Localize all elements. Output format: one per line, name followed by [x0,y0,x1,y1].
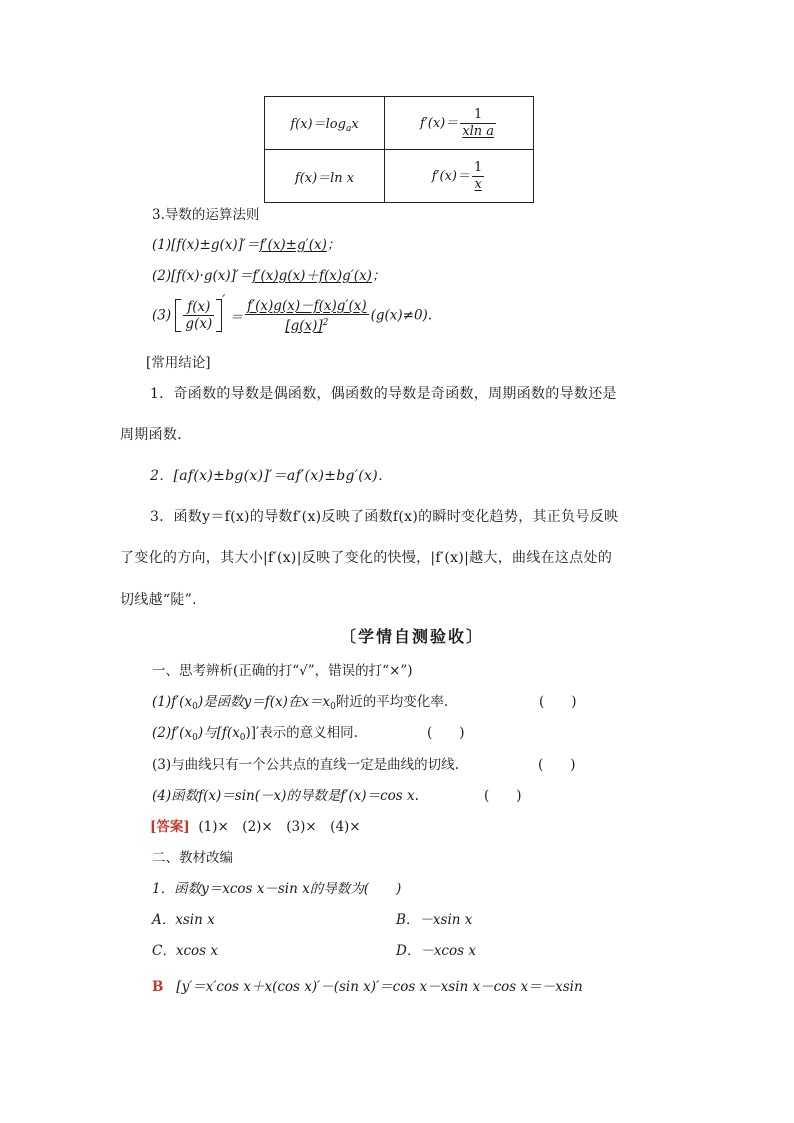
question-3: (3)与曲线只有一个公共点的直线一定是曲线的切线. [152,757,459,773]
rule-quotient-label: (3) [152,307,172,324]
rule-product-rhs: f′(x)g(x)＋f(x)g′(x) [252,268,372,284]
q3-answer-blank[interactable]: ( ) [538,757,576,773]
q1-text-c: 附近的平均变化率. [335,694,449,710]
rule-end: ； [371,268,386,284]
rule-sum [152,233,340,253]
q1-sub2: 0 [330,702,336,712]
question-1 [152,690,448,712]
rules-heading: 3.导数的运算法则 [152,207,260,223]
left-bracket-icon: 〔 [340,627,359,646]
q4-answer-blank[interactable]: ( ) [484,788,522,804]
option-d[interactable]: D．－xcos x [396,943,476,959]
answer-line [150,815,361,835]
right-bracket-icon: 〕 [466,627,485,646]
fraction [472,160,484,193]
rule-product-lhs: (2)[f(x)·g(x)]′＝ [152,268,253,284]
fraction-denominator: x [472,176,484,193]
rule-end: ； [326,237,341,253]
rule-product [152,264,385,284]
option-b[interactable]: B．－xsin x [396,912,473,928]
quotient-numerator: f′(x)g(x)－f(x)g′(x) [247,297,367,314]
derivative-prefix: f′(x)＝ [431,168,470,184]
table-cell-derivative [385,97,534,150]
denominator-exponent: 2 [322,317,329,328]
solution-letter: B [152,979,164,995]
q2-text-b: )与[f(x [197,725,240,741]
solution-line [152,975,583,995]
table-row [265,97,534,150]
q1-text-a: (1)f′(x [152,694,193,710]
conclusion-3-line-2: 了变化的方向，其大小|f′(x)|反映了变化的快慢，|f′(x)|越大，曲线在这点处的 [120,550,613,566]
q2-text-c: )]′表示的意义相同. [245,725,358,741]
q2-sub: 0 [192,733,198,743]
quotient-bracket [175,299,222,332]
table-cell-function [265,150,385,203]
conclusion-3-line-1: 3．函数y＝f(x)的导数f′(x)反映了函数f(x)的瞬时变化趋势，其正负号反映 [150,509,619,525]
equals-sign: ＝ [229,309,244,326]
quotient-condition: (g(x)≠0). [370,307,433,324]
rule-sum-lhs: (1)[f(x)±g(x)]′＝ [152,237,260,253]
fraction-numerator: 1 [473,106,483,122]
fraction-denominator: xln a [462,123,494,139]
conclusion-2: 2．[af(x)±bg(x)]′＝af′(x)±bg′(x)． [150,468,393,484]
quotient-denominator: [g(x)] [285,317,323,334]
part1-heading: 一、思考辨析(正确的打“√”，错误的打“×”) [152,663,413,679]
question-4: (4)函数f(x)＝sin(－x)的导数是f′(x)＝cos x. [152,788,419,804]
rule-quotient [152,293,432,334]
question-2 [152,721,358,743]
quotient-fraction [245,298,369,334]
q2-text-a: (2)f′(x [152,725,193,741]
inner-numerator: f(x) [187,299,211,315]
function-text: f(x)＝log [290,116,346,132]
inner-fraction [183,299,214,332]
option-a[interactable]: A．xsin x [152,912,215,928]
q1-answer-blank[interactable]: ( ) [539,694,577,710]
answer-label: [答案] [150,819,190,835]
function-text: f(x)＝ln x [294,170,355,186]
section-title [340,624,484,647]
section-title-text: 学情自测验收 [358,627,467,646]
fraction-numerator: 1 [473,159,483,175]
option-c[interactable]: C．xcos x [152,943,218,959]
q1-text-b: )是函数y＝f(x)在x＝x [197,694,331,710]
inner-denominator: g(x) [185,316,213,332]
log-base: a [345,123,352,134]
table-row [265,150,534,203]
conclusion-1-line-2: 周期函数． [120,427,192,443]
q2-sub2: 0 [239,733,246,743]
part2-heading: 二、教材改编 [152,850,233,866]
rule-sum-rhs: f′(x)±g′(x) [259,237,327,253]
conclusions-heading: [常用结论] [146,355,211,371]
q1-sub: 0 [192,702,198,712]
q2-answer-blank[interactable]: ( ) [427,725,465,741]
conclusion-1-line-1: 1．奇函数的导数是偶函数，偶函数的导数是奇函数，周期函数的导数还是 [150,386,617,402]
derivative-prefix: f′(x)＝ [420,115,459,131]
prime-mark: ′ [222,293,226,309]
conclusion-3-line-3: 切线越“陡”. [120,592,197,608]
part2-question-1: 1．函数y＝xcos x－sin x的导数为( ) [152,881,402,897]
fraction [460,107,496,140]
table-cell-function [265,97,385,150]
function-tail: x [351,116,359,132]
derivative-formula-table [264,96,534,203]
answer-text: (1)× (2)× (3)× (4)× [198,819,361,835]
solution-text: [y′＝x′cos x＋x(cos x)′－(sin x)′＝cos x－xsin x－cos x＝－xsin [176,979,583,995]
table-cell-derivative [385,150,534,203]
